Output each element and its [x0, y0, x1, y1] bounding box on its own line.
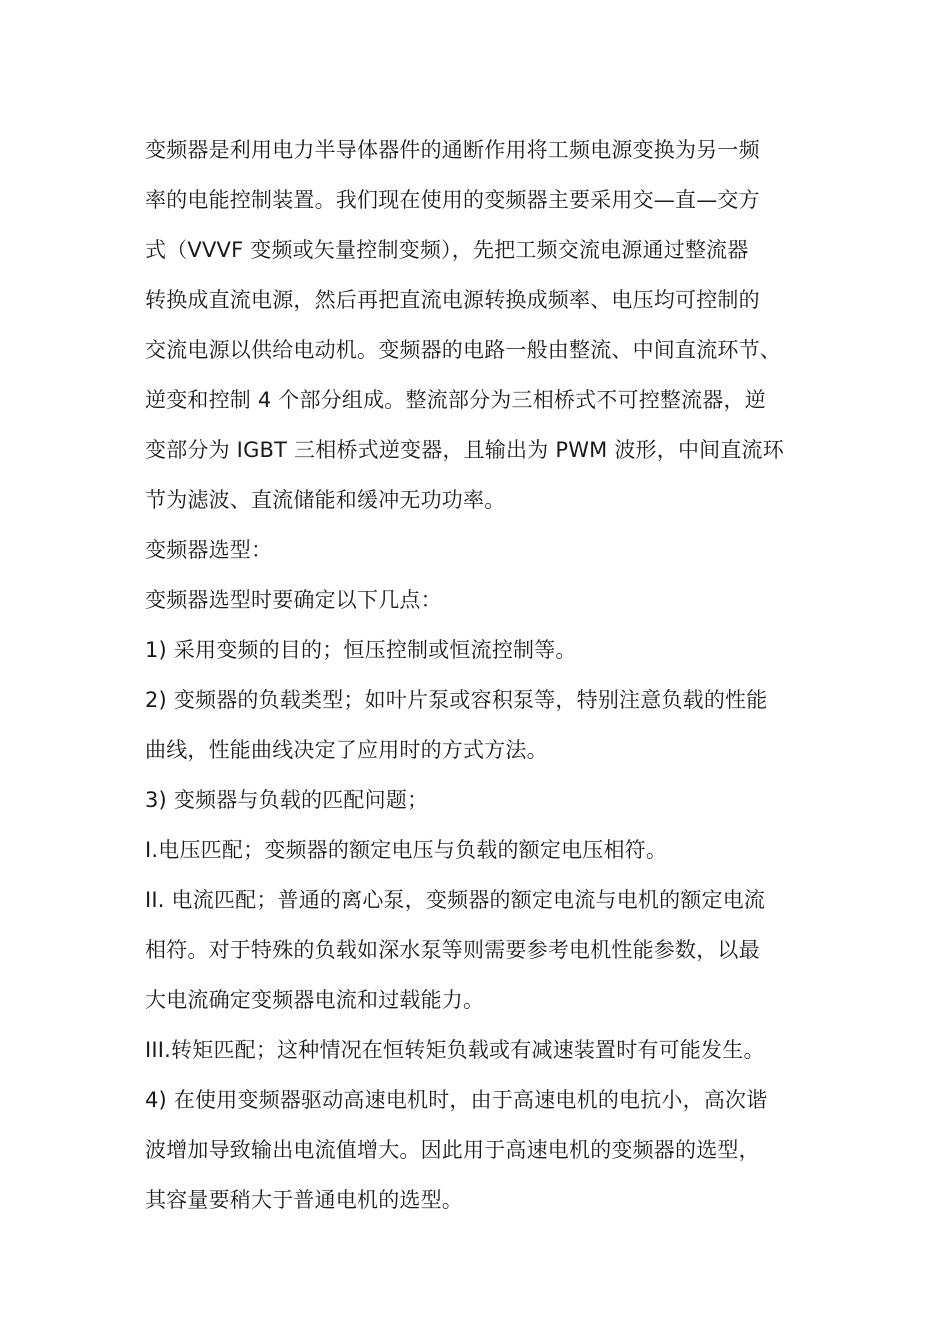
sub-list-item: III.转矩匹配；这种情况在恒转矩负载或有减速装置时有可能发生。 — [145, 1038, 765, 1062]
section-heading: 变频器选型： — [145, 538, 273, 562]
list-item: 4) 在使用变频器驱动高速电机时，由于高速电机的电抗小，高次谐 — [145, 1088, 768, 1112]
paragraph-line: 变频器选型时要确定以下几点： — [145, 588, 442, 612]
list-item: 1) 采用变频的目的；恒压控制或恒流控制等。 — [145, 638, 577, 662]
sub-list-item-continuation: 相符。对于特殊的负载如深水泵等则需要参考电机性能参数，以最 — [145, 938, 760, 962]
paragraph-line: 式（VVVF 变频或矢量控制变频），先把工频交流电源通过整流器 — [145, 238, 749, 262]
paragraph-line: 节为滤波、直流储能和缓冲无功功率。 — [145, 488, 506, 512]
list-item-continuation: 其容量要稍大于普通电机的选型。 — [145, 1188, 463, 1212]
paragraph-line: 变部分为 IGBT 三相桥式逆变器，且输出为 PWM 波形，中间直流环 — [145, 438, 784, 462]
sub-list-item: I.电压匹配；变频器的额定电压与负载的额定电压相符。 — [145, 838, 668, 862]
paragraph-line: 逆变和控制 4 个部分组成。整流部分为三相桥式不可控整流器，逆 — [145, 388, 766, 412]
list-item: 2) 变频器的负载类型；如叶片泵或容积泵等，特别注意负载的性能 — [145, 688, 768, 712]
sub-list-item-continuation: 大电流确定变频器电流和过载能力。 — [145, 988, 485, 1012]
paragraph-line: 交流电源以供给电动机。变频器的电路一般由整流、中间直流环节、 — [145, 338, 781, 362]
paragraph-line: 转换成直流电源，然后再把直流电源转换成频率、电压均可控制的 — [145, 288, 760, 312]
paragraph-line: 变频器是利用电力半导体器件的通断作用将工频电源变换为另一频 — [145, 138, 760, 162]
list-item: 3) 变频器与负载的匹配问题； — [145, 788, 429, 812]
paragraph-line: 率的电能控制装置。我们现在使用的变频器主要采用交—直—交方 — [145, 188, 760, 212]
list-item-continuation: 波增加导致输出电流值增大。因此用于高速电机的变频器的选型， — [145, 1138, 760, 1162]
sub-list-item: II. 电流匹配；普通的离心泵，变频器的额定电流与电机的额定电流 — [145, 888, 766, 912]
list-item-continuation: 曲线，性能曲线决定了应用时的方式方法。 — [145, 738, 548, 762]
